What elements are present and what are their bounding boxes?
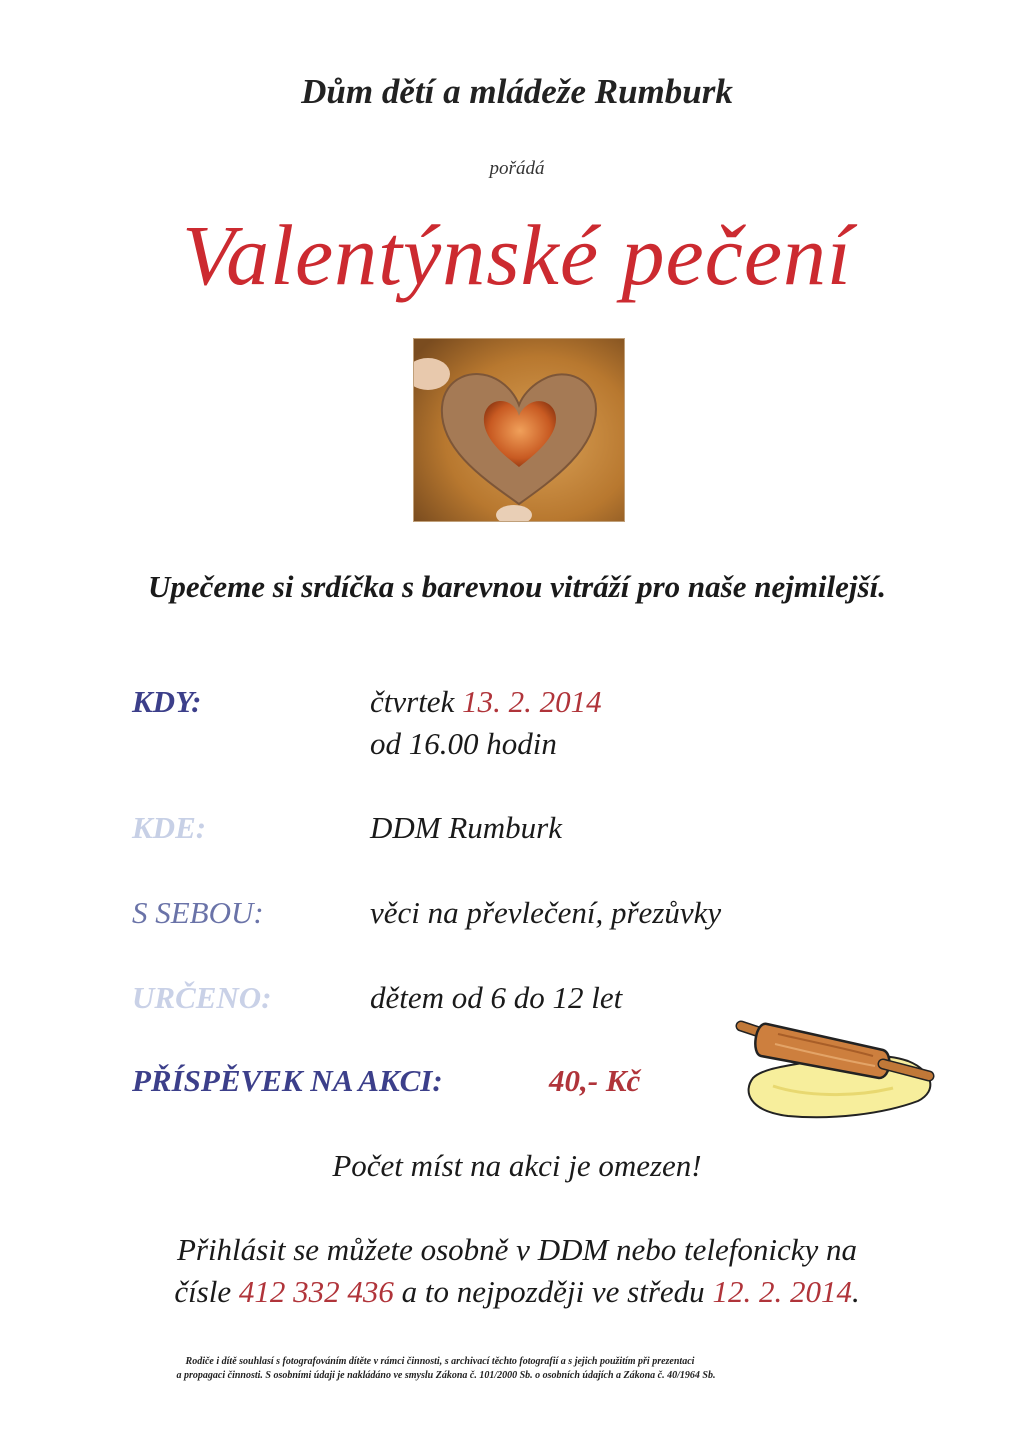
registration-middle: a to nejpozději ve středu xyxy=(401,1274,705,1309)
phone-number: 412 332 436 xyxy=(238,1274,394,1309)
organization-heading: Dům dětí a mládeže Rumburk xyxy=(301,72,733,111)
event-description: Upečeme si srdíčka s barevnou vitráží pro naše nejmilejší. xyxy=(148,569,886,604)
when-time: od 16.00 hodin xyxy=(370,726,557,761)
when-day: čtvrtek xyxy=(370,684,455,719)
event-title: Valentýnské pečení xyxy=(182,207,852,303)
heart-cookie-icon xyxy=(414,339,624,521)
fee-label: PŘÍSPĚVEK NA AKCI: xyxy=(132,1063,443,1098)
bring-value: věci na převlečení, přezůvky xyxy=(370,895,722,930)
registration-prefix: čísle xyxy=(174,1274,232,1309)
rolling-pin-illustration xyxy=(733,1016,938,1121)
intended-label: URČENO: xyxy=(132,980,272,1015)
registration-deadline: 12. 2. 2014 xyxy=(712,1274,852,1309)
registration-suffix: . xyxy=(851,1274,860,1309)
when-value xyxy=(370,684,602,720)
consent-footnote-line-1: Rodiče i dítě souhlasí s fotografováním dítěte v rámci činnosti, s archivací těchto fotografií a s jejich použitím při prezentaci xyxy=(185,1356,695,1367)
registration-line-2 xyxy=(0,1274,1034,1310)
rolling-pin-icon xyxy=(733,1016,938,1121)
organizes-text: pořádá xyxy=(489,158,545,179)
where-label: KDE: xyxy=(132,810,207,845)
consent-footnote-line-2: a propagaci činnosti. S osobními údaji je nakládáno ve smyslu Zákona č. 101/2000 Sb. o osobních údajích a Zákona č. 40/1964 Sb. xyxy=(176,1370,716,1381)
capacity-notice: Počet míst na akci je omezen! xyxy=(332,1148,702,1183)
intended-value: dětem od 6 do 12 let xyxy=(370,980,623,1015)
bring-label: S SEBOU: xyxy=(132,895,264,930)
heart-cookie-photo xyxy=(413,338,625,522)
where-value: DDM Rumburk xyxy=(370,810,562,845)
fee-value: 40,- Kč xyxy=(549,1063,641,1098)
registration-line-1: Přihlásit se můžete osobně v DDM nebo telefonicky na xyxy=(176,1232,858,1267)
when-label: KDY: xyxy=(132,684,202,719)
when-date: 13. 2. 2014 xyxy=(462,684,602,719)
